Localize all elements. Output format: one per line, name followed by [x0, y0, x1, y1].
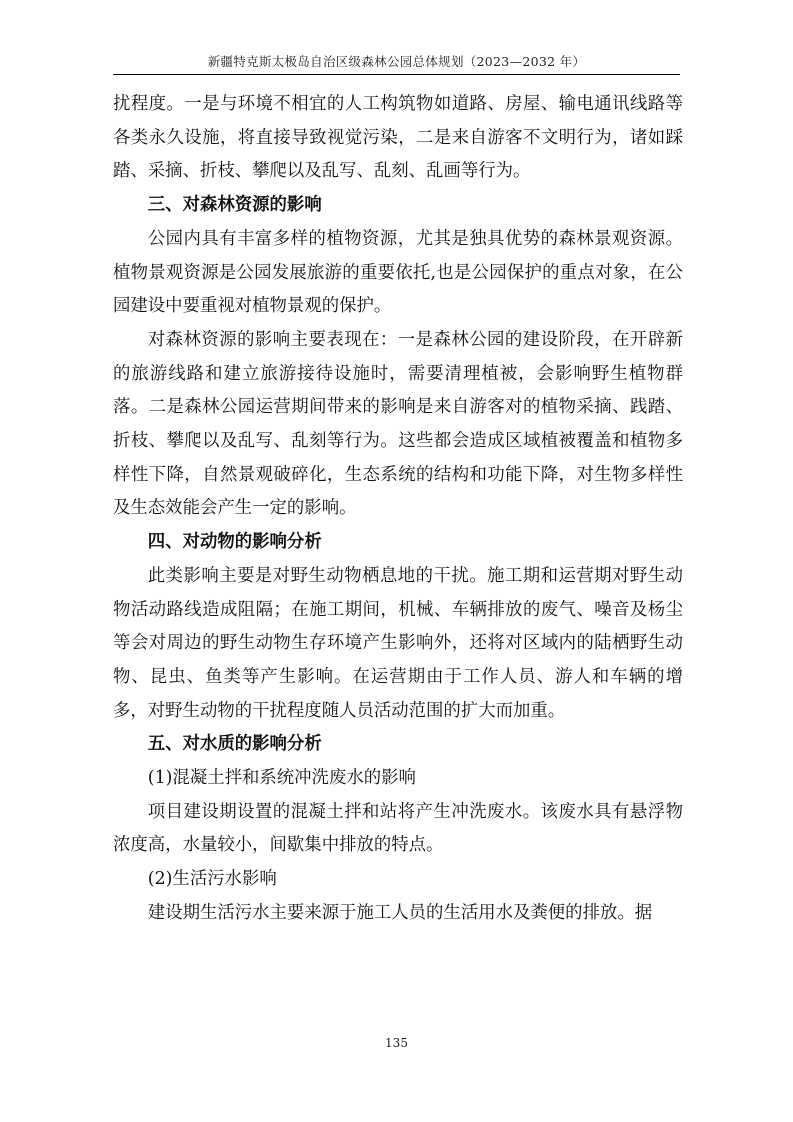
- paragraph-continuation: 扰程度。一是与环境不相宜的人工构筑物如道路、房屋、输电通讯线路等各类永久设施，将直接导致视觉污染，二是来自游客不文明行为，诸如踩踏、采摘、折枝、攀爬以及乱写、乱刻、乱画等行为。: [113, 94, 683, 182]
- running-header: 新疆特克斯太极岛自治区级森林公园总体规划（2023—2032 年）: [207, 54, 586, 69]
- section-heading-water-quality: 五、对水质的影响分析: [147, 734, 322, 755]
- paragraph-concrete-wastewater: 项目建设期设置的混凝土拌和站将产生冲洗废水。该废水具有悬浮物浓度高，水量较小，间歇集中排放的特点。: [113, 801, 683, 856]
- page-number: 135: [385, 1036, 408, 1050]
- paragraph-forest-impact: 对森林资源的影响主要表现在：一是森林公园的建设阶段，在开辟新的旅游线路和建立旅游接待设施时，需要清理植被，会影响野生植物群落。二是森林公园运营期间带来的影响是来自游客对的植物采摘、践踏、折枝、攀爬以及乱写、乱刻等行为。这些都会造成区域植被覆盖和植物多样性下降，自然景观破碎化，生态系统的结构和功能下降，对生物多样性及生态效能会产生一定的影响。: [113, 329, 683, 519]
- subheading-concrete-wastewater: (1)混凝土拌和系统冲洗废水的影响: [147, 768, 416, 789]
- section-heading-animal-impact: 四、对动物的影响分析: [147, 532, 322, 553]
- paragraph-plant-resources: 公园内具有丰富多样的植物资源，尤其是独具优势的森林景观资源。植物景观资源是公园发展旅游的重要依托,也是公园保护的重点对象，在公园建设中要重视对植物景观的保护。: [113, 228, 683, 317]
- paragraph-domestic-sewage: 建设期生活污水主要来源于施工人员的生活用水及粪便的排放。据: [147, 902, 653, 923]
- document-body: [113, 88, 683, 931]
- subheading-domestic-sewage: (2)生活污水影响: [147, 869, 277, 890]
- section-heading-forest-resources: 三、对森林资源的影响: [147, 195, 322, 216]
- header-rule: [113, 74, 680, 75]
- paragraph-animal-impact: 此类影响主要是对野生动物栖息地的干扰。施工期和运营期对野生动物活动路线造成阻隔；在施工期间，机械、车辆排放的废气、噪音及杨尘等会对周边的野生动物生存环境产生影响外，还将对区域内的陆栖野生动物、昆虫、鱼类等产生影响。在运营期由于工作人员、游人和车辆的增多，对野生动物的干扰程度随人员活动范围的扩大而加重。: [113, 565, 683, 721]
